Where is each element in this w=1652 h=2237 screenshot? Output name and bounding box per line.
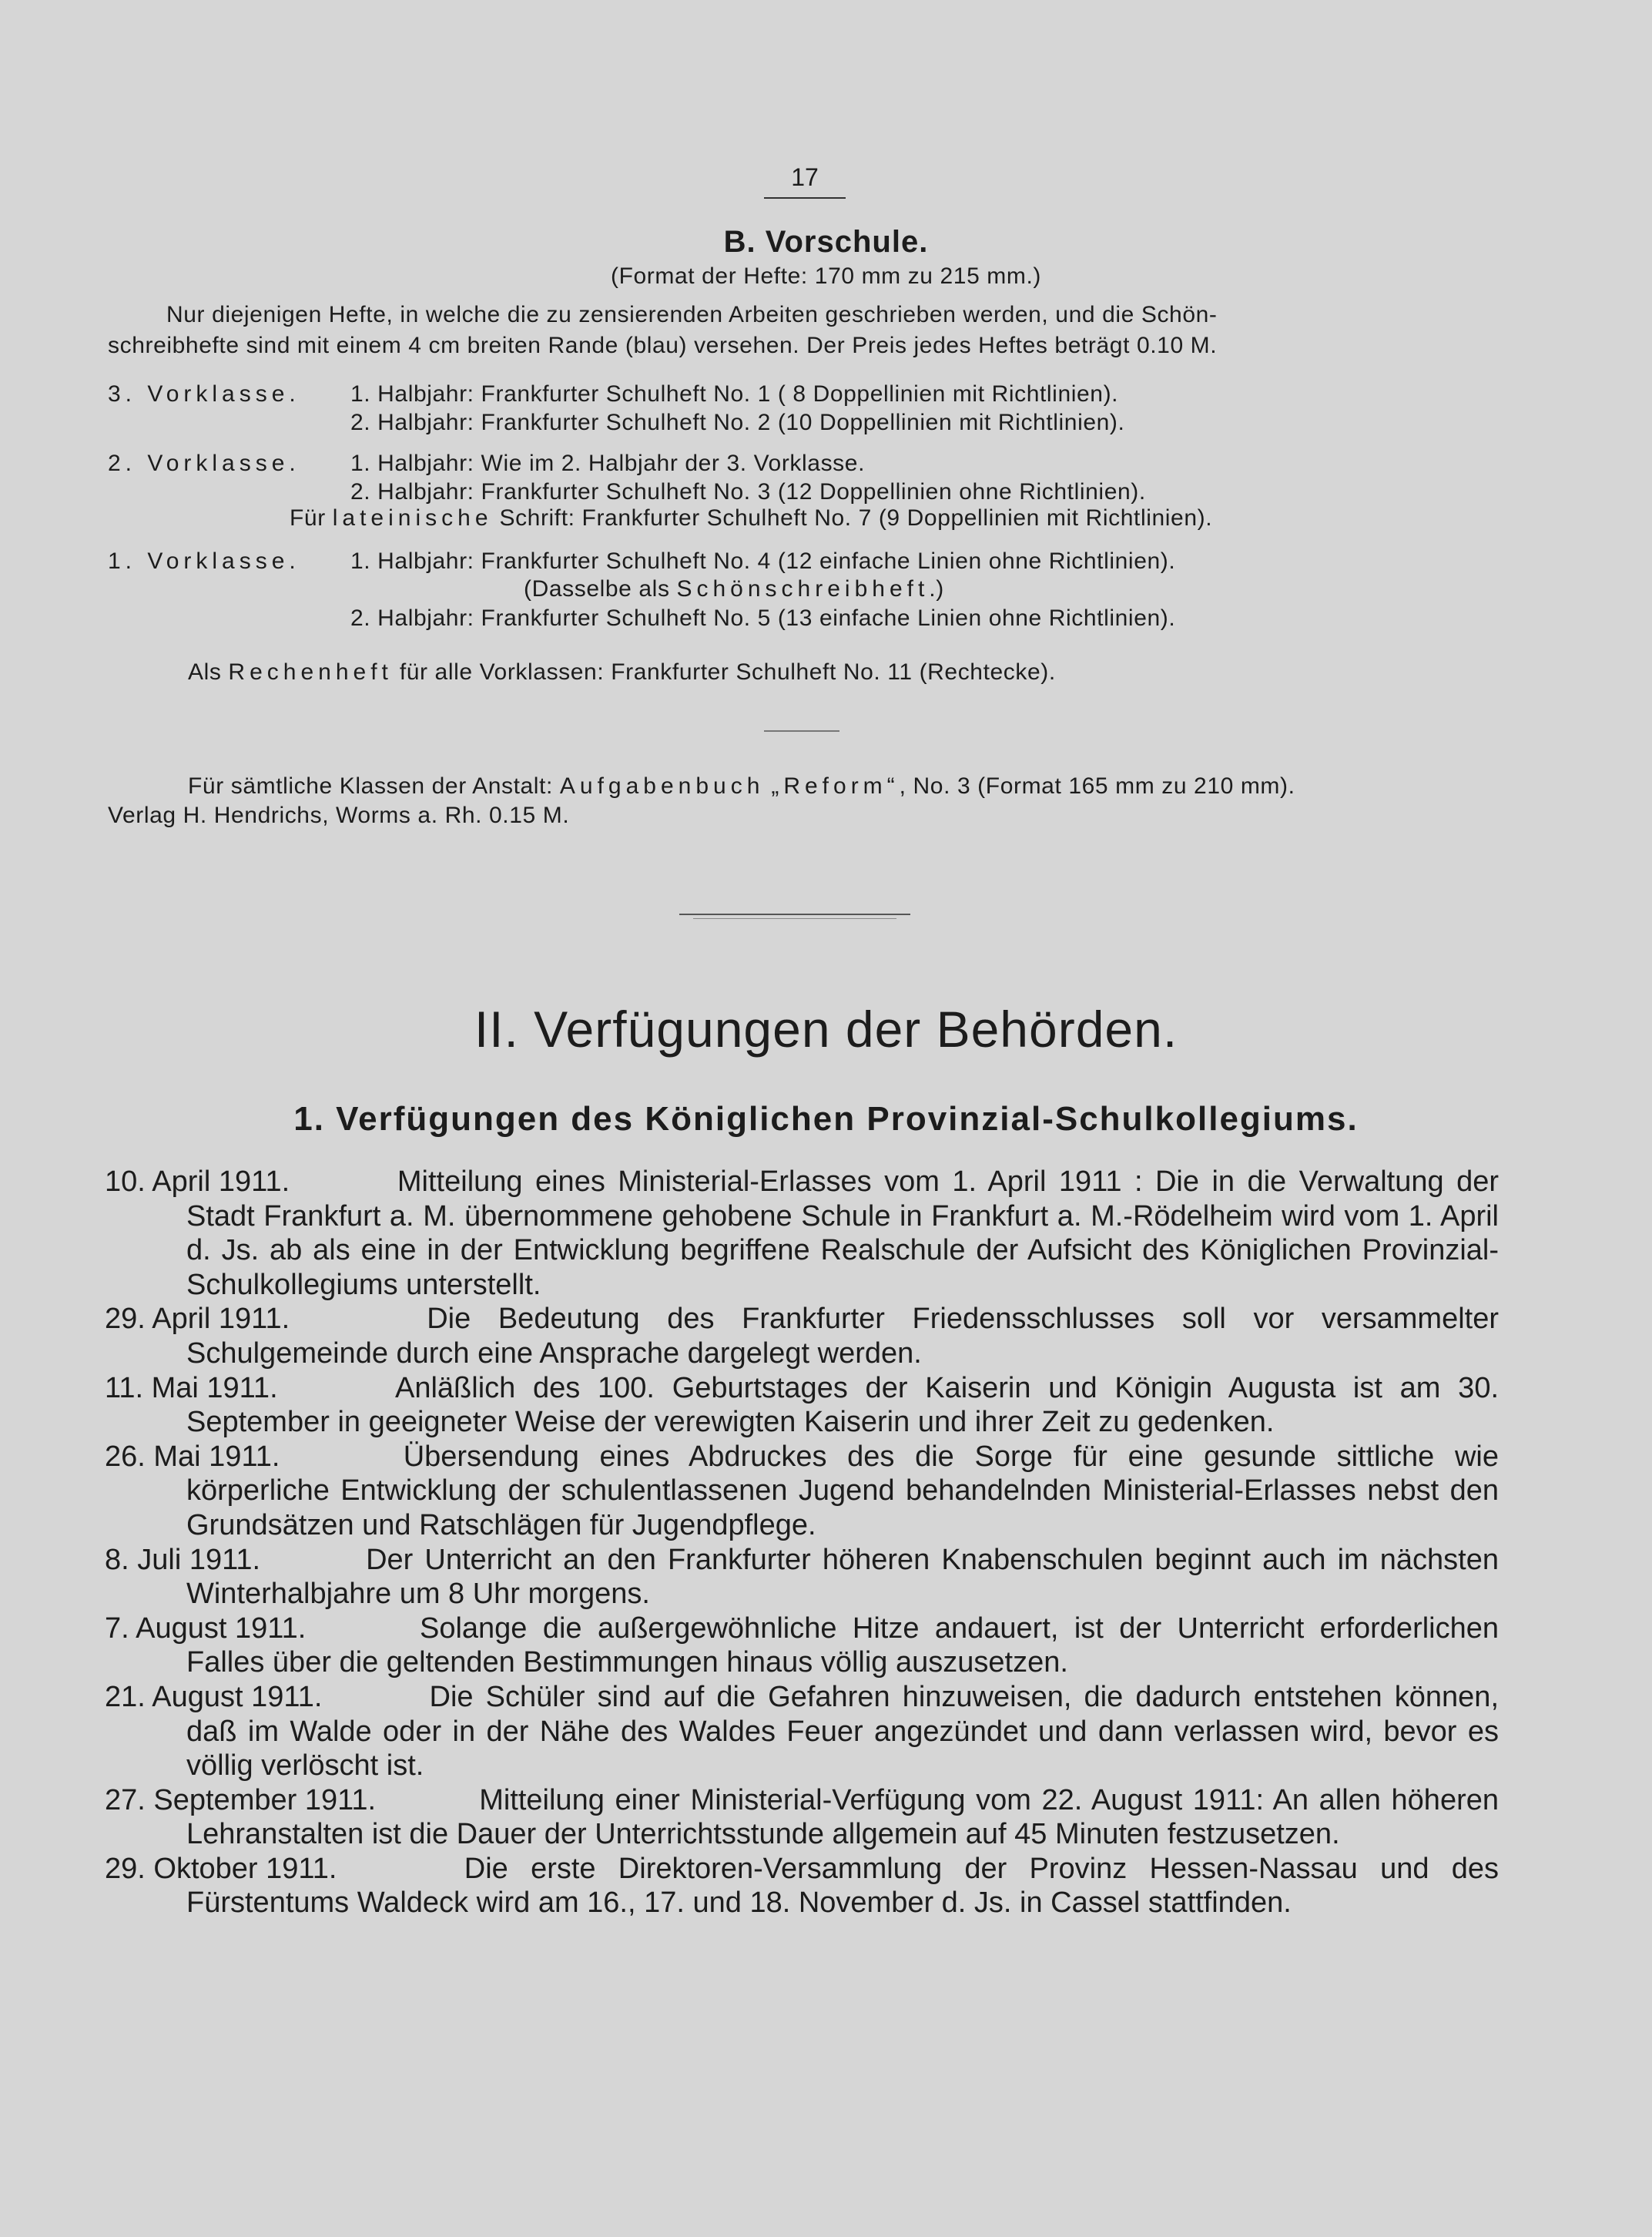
- vorklasse-3-halbjahr-1: 1. Halbjahr: Frankfurter Schulheft No. 1 ( 8 Doppellinien mit Richtlinien).: [350, 381, 1119, 407]
- decree-text: Die Bedeutung des Frankfurter Friedensschlusses soll vor versammelter Schulgemeinde durch eine Ansprache dargelegt werden.: [186, 1303, 1499, 1370]
- decree-text: Die erste Direktoren-Versammlung der Provinz Hessen-Nassau und des Fürstentums Waldeck wird am 16., 17. und 18. November d. Js. in Cassel stattfinden.: [186, 1852, 1500, 1920]
- decree-entry: [105, 1612, 1499, 1680]
- rechen-rest: für alle Vorklassen: Frankfurter Schulheft No. 11 (Rechtecke).: [399, 659, 1056, 685]
- decree-text: Die Schüler sind auf die Gefahren hinzuweisen, die dadurch entstehen können, daß im Walde oder in der Nähe des Waldes Feuer angezündet und dann verlassen wird, bevor es völlig verlöscht ist.: [186, 1680, 1500, 1783]
- decree-text: Übersendung eines Abdruckes des die Sorge für eine gesunde sittliche wie körperliche Entwicklung der schulentlassenen Jugend behandelnden Ministerial-Erlasses nebst den Grundsätzen und Ratschlägen für Jugendpflege.: [186, 1440, 1499, 1541]
- decree-entry: [105, 1440, 1499, 1543]
- decree-entry: [105, 1852, 1499, 1920]
- decree-date: 26. Mai 1911.: [105, 1440, 280, 1473]
- vorklasse-1-label: 1. Vorklasse.: [108, 548, 300, 574]
- decree-date: 21. August 1911.: [105, 1680, 323, 1713]
- rechenheft-line: [188, 659, 1056, 686]
- vorklasse-2-halbjahr-1: 1. Halbjahr: Wie im 2. Halbjahr der 3. Vorklasse.: [350, 451, 865, 476]
- decree-entry: [105, 1543, 1499, 1612]
- latin-rest: Schrift: Frankfurter Schulheft No. 7 (9 Doppellinien mit Richtlinien).: [499, 505, 1213, 531]
- decree-date: 29. April 1911.: [105, 1303, 290, 1336]
- vorklasse-2-halbjahr-2: 2. Halbjahr: Frankfurter Schulheft No. 3 (12 Doppellinien ohne Richtlinien).: [350, 479, 1146, 505]
- page-number: 17: [791, 163, 819, 191]
- section-b-title: B. Vorschule.: [723, 225, 929, 259]
- vorklasse-1-schoenschreibheft-note: [524, 576, 944, 602]
- divider-long-shadow: [693, 918, 896, 919]
- aufgaben-prefix: Für sämtliche Klassen der Anstalt:: [188, 773, 553, 799]
- decree-text: Der Unterricht an den Frankfurter höheren Knabenschulen beginnt auch im nächsten Winterhalbjahre um 8 Uhr morgens.: [186, 1543, 1499, 1611]
- decree-text: Mitteilung einer Ministerial-Verfügung vom 22. August 1911: An allen höheren Lehranstalten ist die Dauer der Unterrichtsstunde allgemein auf 45 Minuten festzusetzen.: [186, 1783, 1499, 1851]
- same-suffix: .): [929, 576, 944, 602]
- decree-list: [105, 1165, 1499, 1920]
- decree-text: Solange die außergewöhnliche Hitze andauert, ist der Unterricht erforderlichen Falles über die geltenden Bestimmungen hinaus völlig auszusetzen.: [186, 1612, 1500, 1679]
- decree-date: 29. Oktober 1911.: [105, 1852, 337, 1885]
- intro-line-2: schreibhefte sind mit einem 4 cm breiten Rande (blau) versehen. Der Preis jedes Heftes beträgt 0.10 M.: [108, 333, 1218, 358]
- aufgabenbuch-line: [188, 773, 1295, 800]
- format-note: (Format der Hefte: 170 mm zu 215 mm.): [610, 263, 1042, 289]
- page-number-underline: [764, 197, 846, 199]
- vorklasse-3-label: 3. Vorklasse.: [108, 381, 300, 407]
- decree-text: Anläßlich des 100. Geburtstages der Kaiserin und Königin Augusta ist am 30. September in geeigneter Weise der verewigten Kaiserin und ihrer Zeit zu gedenken.: [186, 1371, 1500, 1439]
- decree-date: 27. September 1911.: [105, 1783, 377, 1816]
- decree-date: 11. Mai 1911.: [105, 1371, 278, 1404]
- divider-short: [764, 730, 839, 732]
- rechen-spaced: Rechenheft: [228, 659, 393, 685]
- aufgaben-rest: , No. 3 (Format 165 mm zu 210 mm).: [899, 773, 1295, 799]
- section-ii-title: II. Verfügungen der Behörden.: [474, 1001, 1178, 1058]
- latin-prefix: Für: [290, 505, 326, 531]
- vorklasse-1-halbjahr-2: 2. Halbjahr: Frankfurter Schulheft No. 5 (13 einfache Linien ohne Richtlinien).: [350, 605, 1176, 631]
- same-prefix: (Dasselbe als: [524, 576, 670, 602]
- decree-text: Mitteilung eines Ministerial-Erlasses vom 1. April 1911 : Die in die Verwaltung der Stadt Frankfurt a. M. übernommene gehobene Schule in Frankfurt a. M.-Rödelheim wird vom 1. April d. Js. ab als eine in der Entwicklung begriffene Realschule der Aufsicht des Königlichen Provinzial-Schulkollegiums unterstellt.: [186, 1165, 1499, 1301]
- decree-date: 8. Juli 1911.: [105, 1543, 261, 1576]
- verlag-line: Verlag H. Hendrichs, Worms a. Rh. 0.15 M.: [108, 803, 570, 828]
- vorklasse-3-halbjahr-2: 2. Halbjahr: Frankfurter Schulheft No. 2 (10 Doppellinien mit Richtlinien).: [350, 410, 1125, 435]
- decree-entry: [105, 1165, 1499, 1302]
- decree-date: 7. August 1911.: [105, 1612, 307, 1645]
- rechen-prefix: Als: [188, 659, 222, 685]
- vorklasse-1-halbjahr-1: 1. Halbjahr: Frankfurter Schulheft No. 4 (12 einfache Linien ohne Richtlinien).: [350, 548, 1176, 574]
- vorklasse-2-lateinische-schrift: [290, 505, 1212, 532]
- divider-long: [679, 914, 910, 915]
- decree-entry: [105, 1371, 1499, 1440]
- same-spaced: Schönschreibheft: [676, 576, 930, 602]
- decree-date: 10. April 1911.: [105, 1165, 290, 1198]
- intro-line-1: Nur diejenigen Hefte, in welche die zu zensierenden Arbeiten geschrieben werden, und die Schön-: [166, 302, 1218, 327]
- vorklasse-2-label: 2. Vorklasse.: [108, 451, 300, 476]
- section-ii-subtitle: 1. Verfügungen des Königlichen Provinzial-Schulkollegiums.: [293, 1100, 1359, 1138]
- aufgaben-spaced-2: „Reform“: [771, 773, 900, 799]
- latin-spaced: lateinische: [332, 505, 493, 531]
- aufgaben-spaced-1: Aufgabenbuch: [559, 773, 765, 799]
- decree-entry: [105, 1680, 1499, 1783]
- decree-entry: [105, 1783, 1499, 1852]
- decree-entry: [105, 1302, 1499, 1370]
